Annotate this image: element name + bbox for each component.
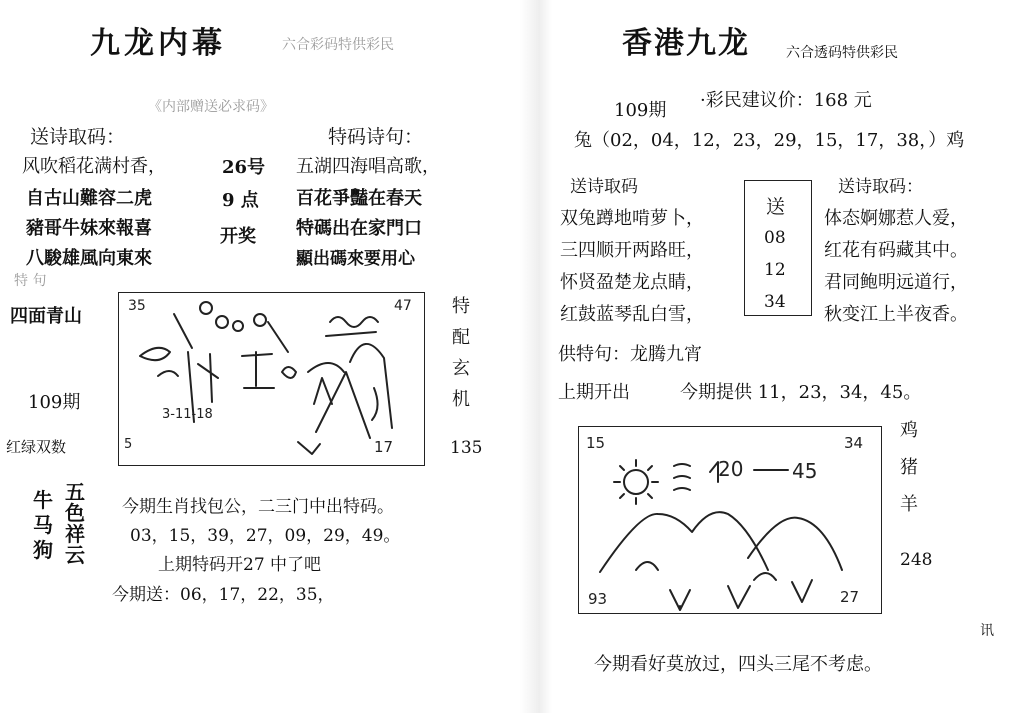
special-poem-line: 百花爭豔在春天 <box>296 188 422 209</box>
four-mountains-label: 四面青山 <box>10 306 82 327</box>
left-title-sub: 六合彩码特供彩民 <box>282 37 394 53</box>
left-poem-line: 豬哥牛妹來報喜 <box>26 218 152 239</box>
right-left-poem-line: 怀贤盈楚龙点睛， <box>560 272 704 293</box>
send-box-item: 12 <box>764 260 786 280</box>
side-chars: 特 配 玄 机 <box>452 296 470 410</box>
right-title: 香港九龙 <box>622 26 750 61</box>
draw-date-item: 26号 <box>222 157 266 178</box>
right-poem-heading-left: 送诗取码 <box>570 177 638 197</box>
svg-text:35: 35 <box>128 298 146 314</box>
send-box-item: 34 <box>764 292 786 312</box>
special-poem-line: 顯出碼來要用心 <box>296 249 415 269</box>
svg-text:27: 27 <box>840 588 860 606</box>
provide-numbers: 今期提供 11，23，34，45。 <box>680 382 922 403</box>
red-green-label: 红绿双数 <box>6 438 67 456</box>
send-box-item: 送 <box>766 196 786 218</box>
left-sketch-drawing <box>118 292 423 464</box>
right-left-poem-line: 红鼓蓝琴乱白雪， <box>560 304 704 325</box>
left-poem-heading: 送诗取码： <box>30 126 126 148</box>
zodiac-column: 牛 马 狗 <box>33 488 53 562</box>
right-title-sub: 六合透码特供彩民 <box>786 45 898 61</box>
right-sketch-drawing <box>578 426 880 612</box>
svg-text:20: 20 <box>718 457 744 481</box>
numbers-line: 03，15，39，27，09，29，49。 <box>130 526 401 546</box>
svg-text:15: 15 <box>586 434 606 452</box>
left-poem-line: 自古山難容二虎 <box>26 188 152 209</box>
right-issue: 109期 <box>614 100 667 121</box>
price-label: ·彩民建议价：168 元 <box>700 90 872 111</box>
right-left-poem-line: 三四顺开两路旺， <box>560 240 704 261</box>
last-open-label: 上期开出 <box>558 382 630 403</box>
side-animals: 鸡 猪 羊 <box>900 420 918 515</box>
last-issue-line: 上期特码开27 中了吧 <box>158 555 322 575</box>
svg-text:17: 17 <box>374 438 394 456</box>
special-poem-line: 特碼出在家門口 <box>296 218 422 239</box>
left-issue: 109期 <box>28 392 81 413</box>
rabbit-rooster-numbers: 兔（02，04，12，23，29，15，17，38，）鸡 <box>574 130 965 151</box>
left-poem-line: 风吹稻花满村香， <box>22 156 166 177</box>
svg-text:34: 34 <box>844 434 864 452</box>
left-poem-line: 八駿雄風向東來 <box>26 248 152 269</box>
send-box-item: 08 <box>764 228 786 248</box>
right-right-poem-line: 秋变江上半夜香。 <box>824 304 968 325</box>
right-side-number: 248 <box>900 550 933 570</box>
tema-label: 特 句 <box>14 273 47 289</box>
draw-date-item: 9 点 <box>222 190 259 211</box>
svg-text:45: 45 <box>792 459 818 483</box>
special-sentence: 供特句：龙腾九宵 <box>558 344 702 365</box>
svg-text:47: 47 <box>394 298 412 314</box>
corner-mark: 讯 <box>980 623 994 639</box>
right-right-poem-line: 君同鲍明远道行， <box>824 272 968 293</box>
left-special-heading: 特码诗句： <box>328 126 424 148</box>
zodiac-description: 今期生肖找包公，二三门中出特码。 <box>122 497 394 517</box>
left-title: 九龙内幕 <box>90 26 226 61</box>
footer-line: 今期看好莫放过，四头三尾不考虑。 <box>594 654 882 675</box>
right-right-poem-line: 体态婀娜惹人爱， <box>824 208 968 229</box>
svg-text:3-11-18: 3-11-18 <box>162 407 213 422</box>
draw-date-item: 开奖 <box>220 226 256 247</box>
left-subtitle: 《内部赠送必求码》 <box>148 99 274 115</box>
page-fold <box>520 0 552 713</box>
special-poem-line: 五湖四海唱高歌， <box>296 156 440 177</box>
left-side-number: 135 <box>450 438 483 458</box>
svg-text:93: 93 <box>588 590 608 608</box>
today-send-line: 今期送：06，17，22，35， <box>112 585 335 605</box>
right-poem-heading-right: 送诗取码： <box>838 177 923 197</box>
right-right-poem-line: 红花有码藏其中。 <box>824 240 968 261</box>
five-colors-column: 五 色 祥 云 <box>65 480 85 567</box>
right-left-poem-line: 双兔蹲地啃萝卜， <box>560 208 704 229</box>
svg-text:5: 5 <box>124 437 133 452</box>
